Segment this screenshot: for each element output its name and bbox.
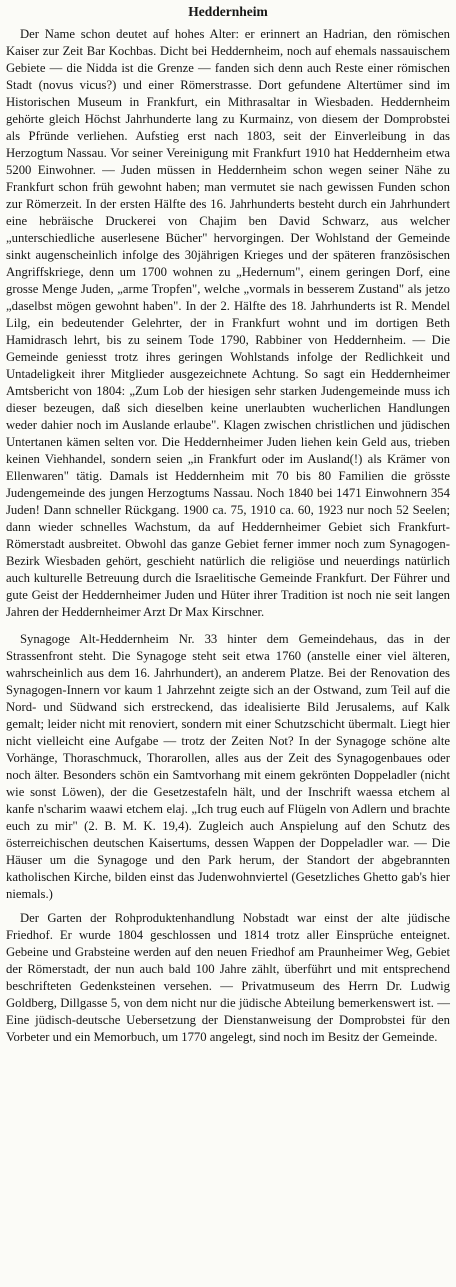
page-title: Heddernheim (188, 4, 268, 19)
paragraph-history: Der Name schon deutet auf hohes Alter: er erinnert an Hadrian, den römischen Kaiser zur Zeit Bar Kochbas. Dicht bei Heddernheim, noch auf ehemals nassauischem Gebiete — die Nidda ist die Grenze — fanden sich denn auch Reste einer römischen Stadt (novus vicus?) und einer Römerstrasse. Dort gefundene Altertümer sind im Historischen Museum in Frankfurt, ein Mithrasaltar in Wiesbaden. Heddernheim gehörte gleich Höchst Jahrhunderte lang zu Kurmainz, von diesem der Domprobstei als Pfründe verliehen. Aufstieg erst nach 1803, seit der Einverleibung in das Herzogtum Nassau. Vor seiner Vereinigung mit Frankfurt 1910 hat Heddernheim etwa 5200 Einwohner. — Juden müssen in Heddernheim schon wegen seiner Nähe zu Frankfurt schon früh gewohnt haben; man vermutet sie nach gewissen Funden schon zur Römerzeit. In der ersten Hälfte des 16. Jahrhunderts besteht durch ein Jahrhundert eine hebräische Druckerei von Chajim ben David Schwarz, aus welcher „unterschiedliche auserlesene Bücher" hervorgingen. Der Wohlstand der Gemeinde sinkt augenscheinlich infolge des 30jährigen Krieges und der späteren französischen Angriffskriege, denn um 1700 wohnen zu „Hedernum", einem geringen Dorf, eine grosse Menge Juden, „arme Tropfen", welche „vormals in besserem Zustand" als jetzo „daselbst mögen gewohnt haben". In der 2. Hälfte des 18. Jahrhunderts ist R. Mendel Lilg, ein bedeutender Gelehrter, der in Frankfurt wohnt und im dortigen Beth Hamidrasch lehrt, bis zu seinem Tode 1790, Rabbiner von Heddernheim. — Die Gemeinde geniesst trotz ihres geringen Wohlstands infolge der Redlichkeit und Untadeligkeit ihrer Mitglieder ausgezeichnete Achtung. So sagt ein Heddernheimer Amtsbericht von 1804: „Zum Lob der hiesigen sehr starken Judengemeinde muss ich dieser bezeugen, daß sich dieselben keine unerlaubten wucherlichen Handlungen weder dahier noch im Auslande erlaube". Klagen zwischen christlichen und jüdischen Untertanen kämen selten vor. Die Heddernheimer Juden liehen kein Geld aus, trieben keinen Viehhandel, sondern seien „in Frankfurt oder im Ausland(!) als Krämer von Ellenwaren" tätig. Damals ist Heddernheim mit 70 bis 80 Familien die grösste Judengemeinde des jungen Herzogtums Nassau. Noch 1840 bei 1471 Einwohnern 354 Juden! Dann schneller Rückgang. 1900 ca. 75, 1910 ca. 60, 1923 nur noch 52 Seelen; dann wieder schnelles Wachstum, da auf Heddernheimer Gebiet sich Frankfurt-Römerstadt ausbreitet. Obwohl das ganze Gebiet ferner immer noch zum Synagogen-Bezirk Wiesbaden gehört, geschieht natürlich die religiöse und neuerdings natürlich auch kulturelle Betreuung durch die Israelitische Gemeinde Frankfurt. Der Führer und gute Geist der Heddernheimer Juden und Hüter ihrer Tradition ist noch nie seit langen Jahren der Heddernheimer Arzt Dr Max Kirschner. (6, 27, 450, 619)
paragraph-synagogue: Synagoge Alt-Heddernheim Nr. 33 hinter dem Gemeindehaus, das in der Strassenfront steht. Die Synagoge steht seit etwa 1760 (anstelle einer viel älteren, wahrscheinlich aus dem 16. Jahrhundert), an anderem Platze. Bei der Renovation des Synagogen-Innern vor kaum 1 Jahrzehnt zeigte sich an der Ostwand, zum Teil auf die Nord- und Südwand sich erstreckend, das idealisierte Bild Jerusalems, auf Kalk gemalt; leider nicht mit renoviert, sondern mit einer Schutzschicht übermalt. Liegt hier nicht vielleicht eine Aufgabe — trotz der Zeiten Not? In der Synagoge schöne alte Vorhänge, Thoraschmuck, Thorarollen, alles aus der Zeit des Synagogenbaues oder noch älter. Besonders schön ein Samtvorhang mit einem gekrönten Doppeladler (nicht wie sonst Löwen), der die Gesetzestafeln hält, und der Inschrift waessa etchem al kanfe n'scharim waawi etchem elaj. „Ich trug euch auf Flügeln von Adlern und brachte euch zu mir" (2. B. M. K. 19,4). Zugleich auch Anspielung auf den Schutz des österreichischen deutschen Kaisertums, dessen Wappen der Doppeladler war. — Die Häuser um die Synagoge und den Park herum, der Standort der abgebrannten katholischen Kirche, bilden einst das Judenwohnviertel (Gesetzliches Ghetto gab's hier niemals.) (6, 632, 450, 901)
paragraph-cemetery: Der Garten der Rohproduktenhandlung Nobstadt war einst der alte jüdische Friedhof. Er wurde 1804 geschlossen und 1814 trotz aller Einsprüche enteignet. Gebeine und Grabsteine werden auf den neuen Friedhof am Praunheimer Weg, Gebiet der Römerstadt, der nun auch bald 100 Jahre zählt, überführt und mit entsprechend beschrifteten Gedenksteinen versehen. — Privatmuseum des Herrn Dr. Ludwig Goldberg, Dillgasse 5, von dem nicht nur die jüdische Abteilung bemerkenswert ist. — Eine jüdisch-deutsche Uebersetzung der Dienstanweisung der Domprobstei für den Vorbeter und ein Memorbuch, um 1770 angelegt, sind noch im Besitz der Gemeinde. (6, 911, 450, 1044)
